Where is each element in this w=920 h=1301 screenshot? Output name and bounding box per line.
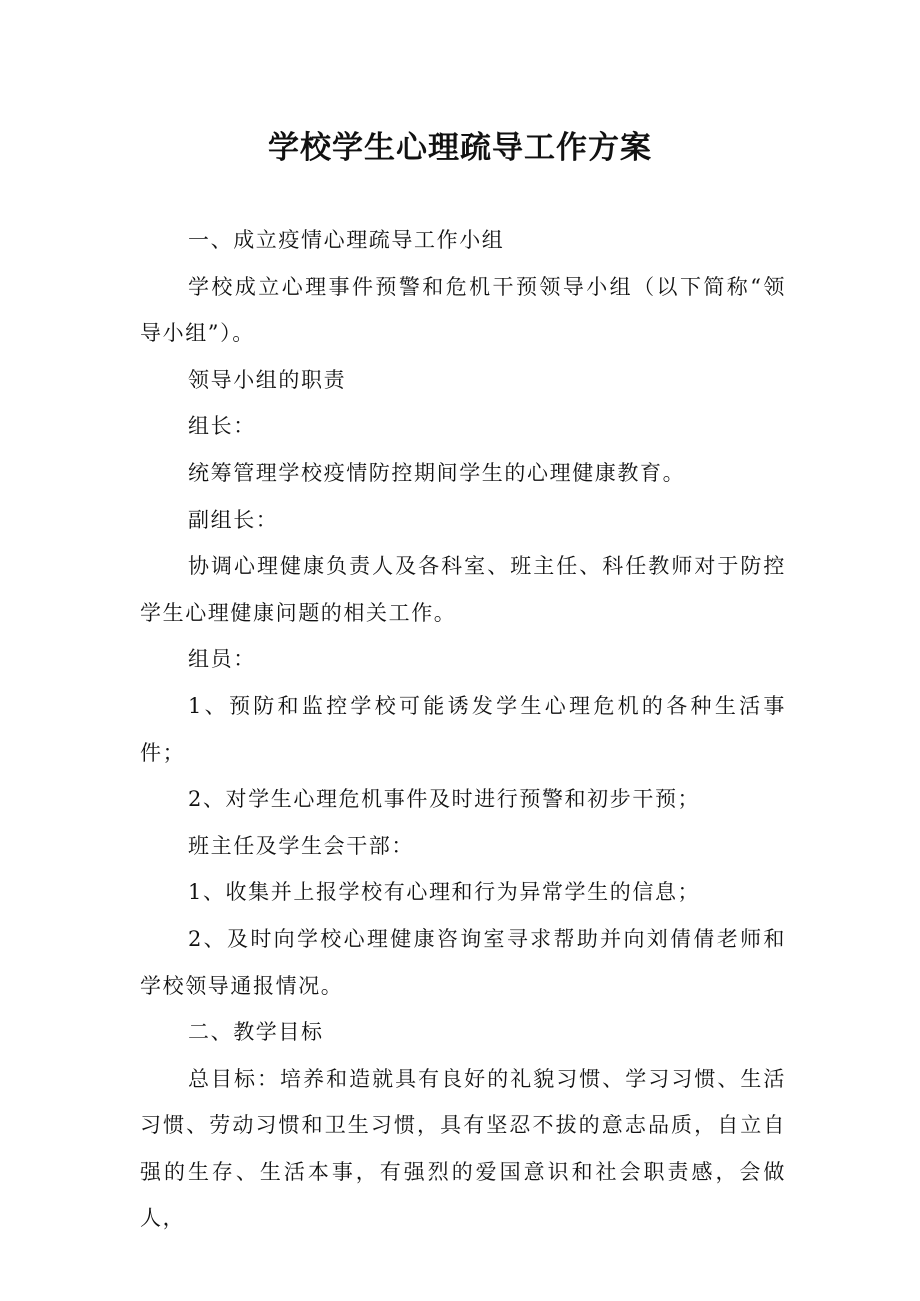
document-title: 学校学生心理疏导工作方案 xyxy=(268,130,652,166)
paragraph-leader-label: 组长： xyxy=(188,414,256,439)
paragraph-overall-goal: 总目标：培养和造就具有良好的礼貌习惯、学习习惯、生活习惯、劳动习惯和卫生习惯，具有坚忍不拔的意志品质，自立自强的生存、生活本事，有强烈的爱国意识和社会职责感，会做人， xyxy=(140,1066,786,1231)
paragraph-members-duty-1: 1、预防和监控学校可能诱发学生心理危机的各种生活事件； xyxy=(140,693,786,765)
paragraph-duties-heading: 领导小组的职责 xyxy=(188,367,347,392)
section-heading-1: 一、成立疫情心理疏导工作小组 xyxy=(188,228,505,252)
paragraph-class-teachers-duty-2: 2、及时向学校心理健康咨询室寻求帮助并向刘倩倩老师和学校领导通报情况。 xyxy=(140,926,786,998)
paragraph-deputy-label: 副组长： xyxy=(188,507,279,532)
paragraph-members-duty-2: 2、对学生心理危机事件及时进行预警和初步干预； xyxy=(188,787,701,812)
paragraph-class-teachers-label: 班主任及学生会干部： xyxy=(188,833,414,858)
paragraph-leadership-group: 学校成立心理事件预警和危机干预领导小组（以下简称“领导小组”）。 xyxy=(140,274,786,346)
paragraph-deputy-duty: 协调心理健康负责人及各科室、班主任、科任教师对于防控学生心理健康问题的相关工作。 xyxy=(140,554,786,625)
document-body xyxy=(140,217,786,1242)
section-heading-2: 二、教学目标 xyxy=(188,1020,324,1045)
paragraph-leader-duty: 统筹管理学校疫情防控期间学生的心理健康教育。 xyxy=(188,460,686,485)
paragraph-class-teachers-duty-1: 1、收集并上报学校有心理和行为异常学生的信息； xyxy=(188,880,701,905)
paragraph-members-label: 组员： xyxy=(188,647,256,672)
